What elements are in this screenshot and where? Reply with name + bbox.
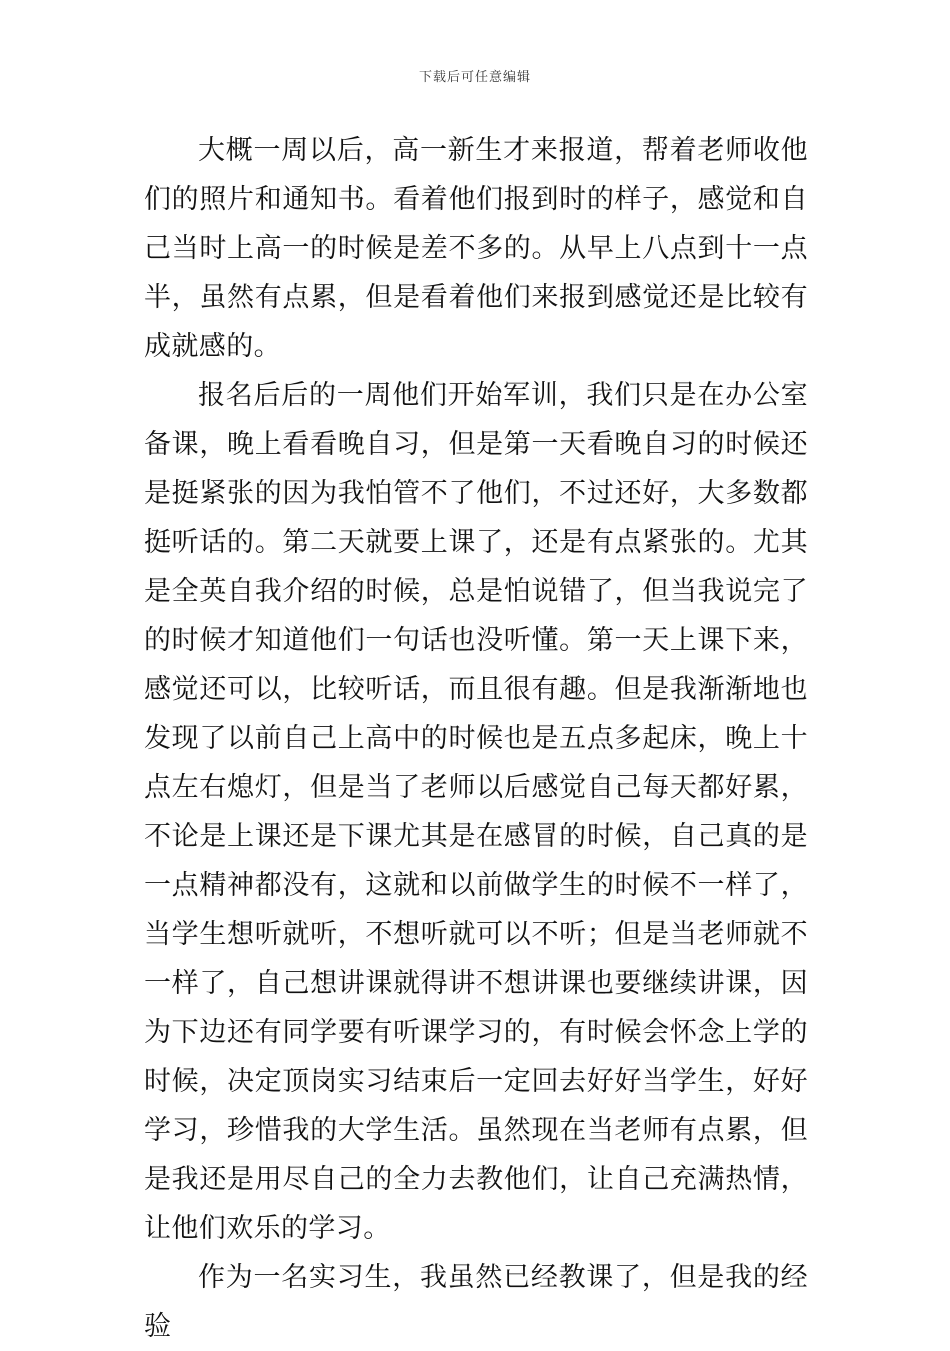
paragraph-2: 报名后后的一周他们开始军训，我们只是在办公室备课，晚上看看晚自习，但是第一天看晚自习的时候还是挺紧张的因为我怕管不了他们，不过还好，大多数都挺听话的。第二天就要上课了，还是有点紧张的。尤其是全英自我介绍的时候，总是怕说错了，但当我说完了的时候才知道他们一句话也没听懂。第一天上课下来，感觉还可以，比较听话，而且很有趣。但是我渐渐地也发现了以前自己上高中的时候也是五点多起床，晚上十点左右熄灯，但是当了老师以后感觉自己每天都好累，不论是上课还是下课尤其是在感冒的时候，自己真的是一点精神都没有，这就和以前做学生的时候不一样了，当学生想听就听，不想听就可以不听；但是当老师就不一样了，自己想讲课就得讲不想讲课也要继续讲课，因为下边还有同学要有听课学习的，有时候会怀念上学的时候，决定顶岗实习结束后一定回去好好当学生，好好学习，珍惜我的大学生活。虽然现在当老师有点累，但是我还是用尽自己的全力去教他们，让自己充满热情，让他们欢乐的学习。 bbox=[144, 380, 808, 1244]
document-body bbox=[144, 126, 808, 1351]
paragraph-1: 大概一周以后，高一新生才来报道，帮着老师收他们的照片和通知书。看着他们报到时的样子，感觉和自己当时上高一的时候是差不多的。从早上八点到十一点半，虽然有点累，但是看着他们来报到感觉还是比较有成就感的。 bbox=[144, 135, 808, 362]
page-header-note: 下载后可任意编辑 bbox=[418, 70, 531, 85]
paragraph-3: 作为一名实习生，我虽然已经教课了，但是我的经验 bbox=[144, 1262, 808, 1342]
